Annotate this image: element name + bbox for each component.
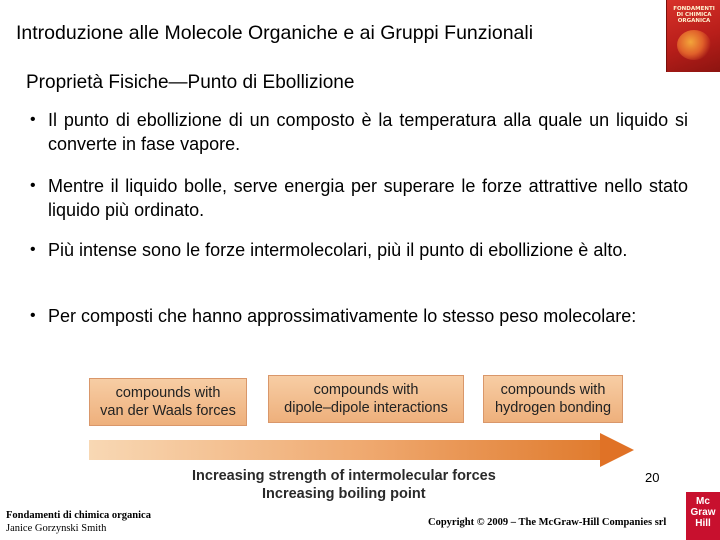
bullet-text: Per composti che hanno approssimativamente lo stesso peso molecolare: <box>48 306 637 326</box>
book-cover-image <box>666 0 720 72</box>
footer-book-title: Fondamenti di chimica organica <box>6 510 151 521</box>
page-number: 20 <box>645 470 660 485</box>
bullet-text: Il punto di ebollizione di un composto è la temperatura alla quale un liquido si converte in fase vapore. <box>48 110 688 154</box>
book-cover-text: FONDAMENTI DI CHIMICA ORGANICA <box>673 6 715 24</box>
dipole-dipole-box <box>268 375 464 423</box>
bullet-marker: • <box>30 177 36 194</box>
hydrogen-bonding-box <box>483 375 623 423</box>
van-der-waals-box <box>89 378 247 426</box>
box-line: compounds with <box>313 382 419 398</box>
logo-line: Hill <box>695 518 711 529</box>
bullet-marker: • <box>30 111 36 128</box>
bullet-marker: • <box>30 307 36 324</box>
box-line: hydrogen bonding <box>494 400 612 416</box>
box-line: compounds with <box>500 382 606 398</box>
footer-book-info <box>6 509 151 535</box>
arrow-caption-forces: Increasing strength of intermolecular forces <box>192 468 496 484</box>
bullet-marker: • <box>30 241 36 258</box>
increasing-arrow-shaft <box>89 440 601 460</box>
footer-copyright: Copyright © 2009 – The McGraw-Hill Companies srl <box>428 517 667 528</box>
arrow-caption-boiling-point: Increasing boiling point <box>262 486 426 502</box>
arrow-right-icon <box>600 433 634 467</box>
footer-author: Janice Gorzynski Smith <box>6 523 107 534</box>
section-subtitle: Proprietà Fisiche—Punto di Ebollizione <box>26 72 355 93</box>
bullet-text: Più intense sono le forze intermolecolari, più il punto di ebollizione è alto. <box>48 240 628 260</box>
box-line: compounds with <box>115 385 221 401</box>
mcgraw-hill-logo <box>686 492 720 540</box>
slide-title: Introduzione alle Molecole Organiche e ai Gruppi Funzionali <box>16 22 534 44</box>
book-cover-illustration <box>677 30 711 60</box>
box-line: van der Waals forces <box>100 403 236 419</box>
bullet-text: Mentre il liquido bolle, serve energia per superare le forze attrattive nello stato liquido più ordinato. <box>48 176 688 220</box>
logo-line: Graw <box>690 507 716 518</box>
logo-line: Mc <box>696 496 710 507</box>
box-line: dipole–dipole interactions <box>284 400 448 416</box>
